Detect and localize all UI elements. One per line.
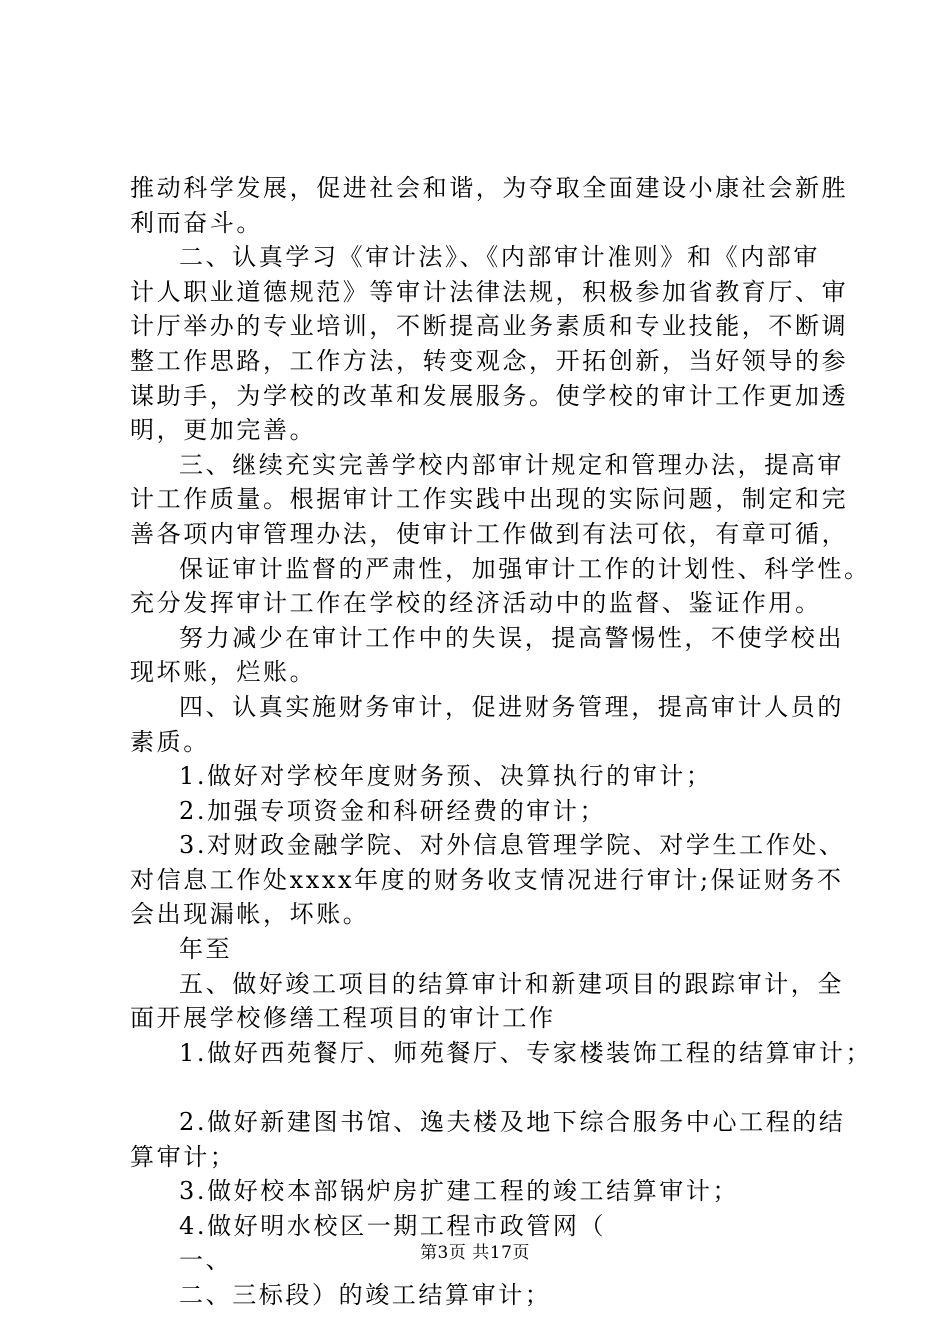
- text-line: 一、: [179, 1246, 233, 1275]
- text-line: 二、三标段）的竣工结算审计；: [179, 1281, 552, 1309]
- text-line: 算审计；: [130, 1142, 237, 1171]
- text-line: 3.对财政金融学院、对外信息管理学院、对学生工作处、: [179, 831, 846, 860]
- text-line: 保证审计监督的严肃性，加强审计工作的计划性、科学性。: [179, 554, 871, 583]
- text-line: 努力减少在审计工作中的失误，提高警惕性，不使学校出: [179, 623, 844, 652]
- text-line: 推动科学发展，促进社会和谐，为夺取全面建设小康社会新胜: [130, 174, 849, 202]
- text-line: 现坏账，烂账。: [130, 658, 317, 687]
- document-body: [130, 171, 873, 1313]
- text-line: 利而奋斗。: [130, 208, 263, 237]
- text-line: [130, 1070, 840, 1105]
- text-line: 三、继续充实完善学校内部审计规定和管理办法，提高审: [179, 450, 844, 479]
- text-line: 1.做好西苑餐厅、师苑餐厅、专家楼装饰工程的结算审计；: [179, 1038, 873, 1067]
- text-line: 2.做好新建图书馆、逸夫楼及地下综合服务中心工程的结: [179, 1108, 846, 1137]
- page-footer: 第3页 共17页: [420, 1243, 530, 1263]
- text-line: 面开展学校修缮工程项目的审计工作: [130, 1004, 556, 1033]
- text-line: 3.做好校本部锅炉房扩建工程的竣工结算审计；: [179, 1177, 740, 1206]
- text-line: 计人职业道德规范》等审计法律法规，积极参加省教育厅、审: [130, 277, 849, 306]
- text-line: 计工作质量。根据审计工作实践中出现的实际问题，制定和完: [130, 485, 849, 514]
- text-line: 明，更加完善。: [130, 416, 317, 445]
- text-line: 四、认真实施财务审计，促进财务管理，提高审计人员的: [179, 692, 844, 721]
- text-line: 善各项内审管理办法，使审计工作做到有法可依，有章可循，: [130, 519, 849, 548]
- text-line: 2.加强专项资金和科研经费的审计；: [179, 796, 607, 825]
- text-line: 五、做好竣工项目的结算审计和新建项目的跟踪审计，全: [179, 969, 844, 998]
- text-line: 二、认真学习《审计法》、《内部审计准则》和《内部审: [179, 243, 820, 272]
- text-line: 会出现漏帐，坏账。: [130, 900, 370, 929]
- text-line: 素质。: [130, 727, 210, 756]
- text-line: 充分发挥审计工作在学校的经济活动中的监督、鉴证作用。: [130, 589, 822, 618]
- text-line: 年至: [179, 935, 233, 964]
- text-line: 计厅举办的专业培训，不断提高业务素质和专业技能，不断调: [130, 312, 849, 341]
- text-line: 谋助手，为学校的改革和发展服务。使学校的审计工作更加透: [130, 381, 849, 410]
- text-line: 对信息工作处xxxx年度的财务收支情况进行审计;保证财务不: [130, 865, 844, 894]
- text-line: 4.做好明水校区一期工程市政管网（: [179, 1211, 607, 1240]
- text-line: 整工作思路，工作方法，转变观念，开拓创新，当好领导的参: [130, 346, 849, 375]
- text-line: 1.做好对学校年度财务预、决算执行的审计；: [179, 762, 713, 791]
